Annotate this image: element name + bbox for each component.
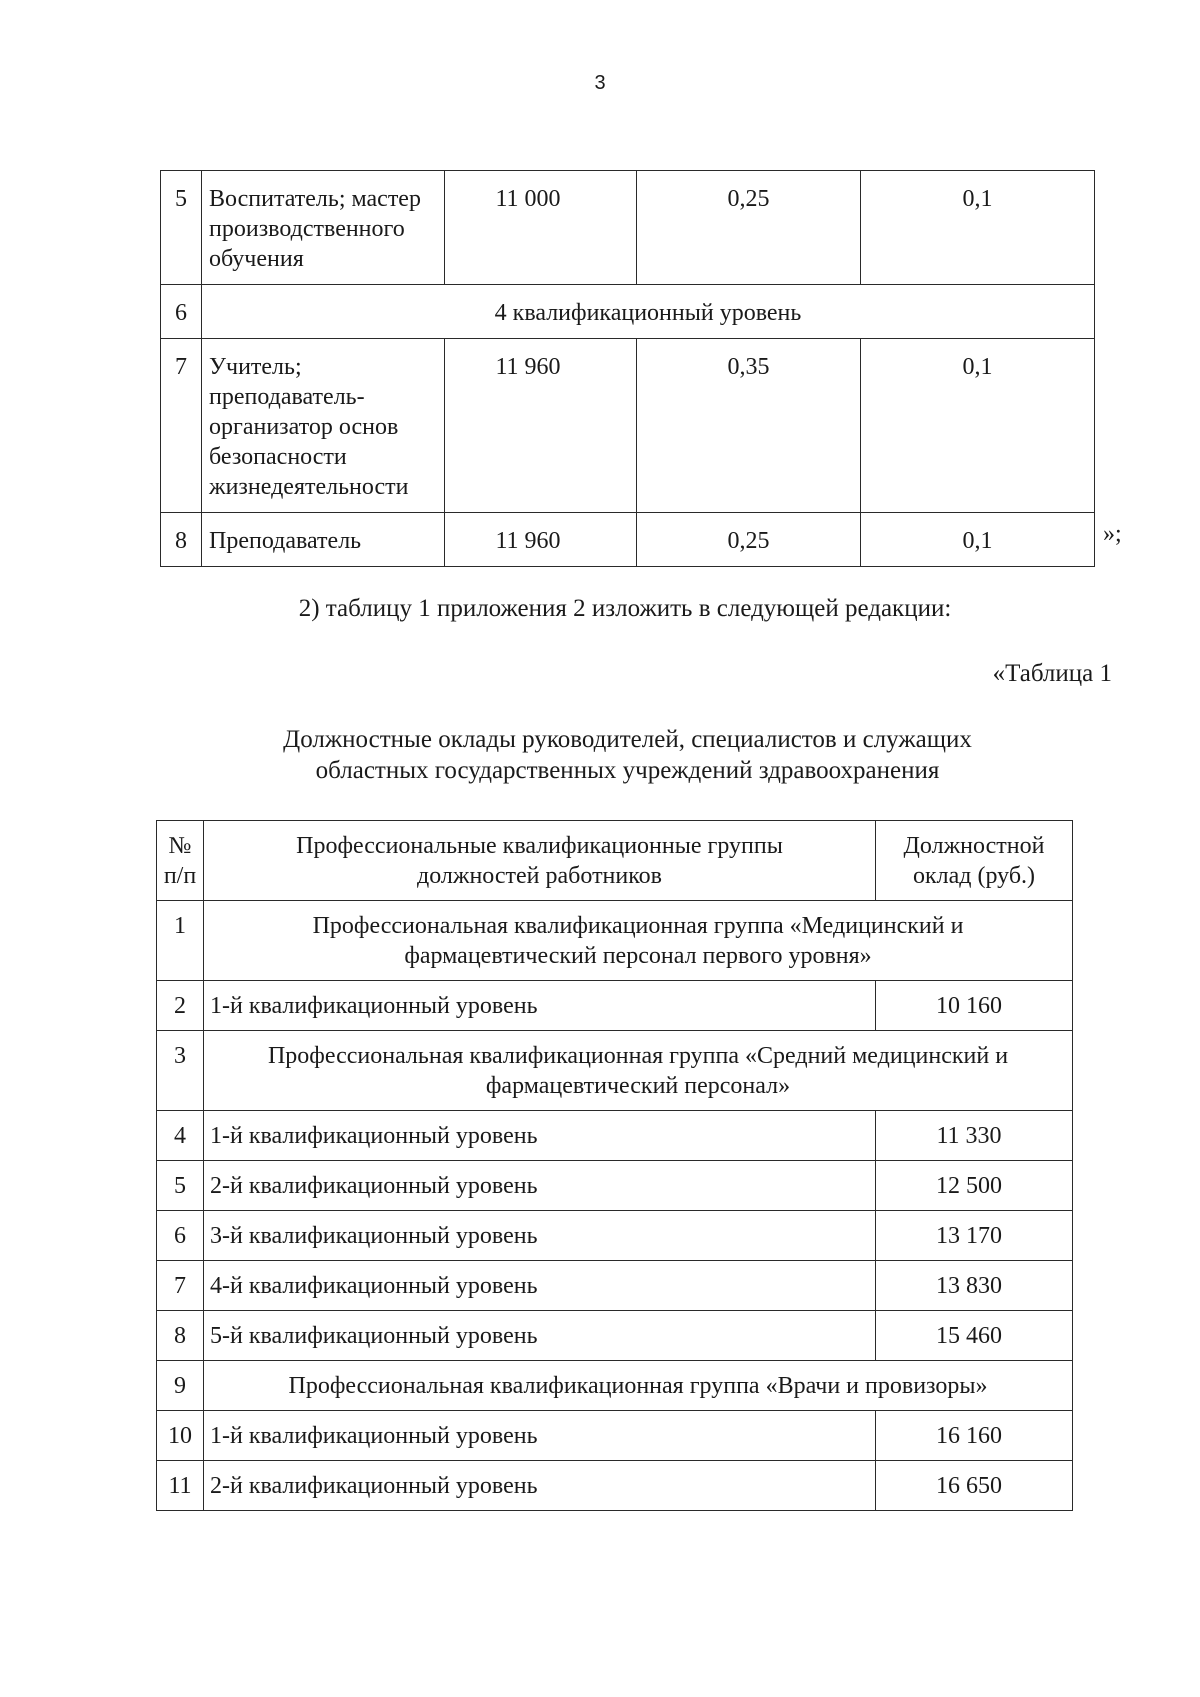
qualification-level: 2-й квалификационный уровень: [204, 1161, 876, 1211]
header-number-line-2: п/п: [163, 863, 197, 889]
header-groups-line-2: должностей работников: [416, 863, 663, 889]
row-number: 6: [161, 285, 202, 339]
row-number: 11: [157, 1461, 204, 1511]
table-row: [157, 1361, 1073, 1411]
coefficient-1: 0,35: [637, 339, 861, 513]
row-number: 3: [157, 1031, 204, 1111]
base-salary: 11 960: [445, 513, 637, 567]
coefficient-1: 0,25: [637, 513, 861, 567]
row-number: 2: [157, 981, 204, 1031]
qualification-level: 4 квалификационный уровень: [202, 285, 1095, 339]
group-line-2: фармацевтический персонал»: [485, 1073, 791, 1099]
coefficient-1: 0,25: [637, 171, 861, 285]
group-line-1: Профессиональная квалификационная группа «Медицинский и: [312, 913, 964, 939]
table-row: [157, 1161, 1073, 1211]
salary-value: 13 170: [876, 1211, 1073, 1261]
position-name: Преподаватель: [202, 513, 445, 567]
salary-value: 13 830: [876, 1261, 1073, 1311]
table-row: [161, 513, 1095, 567]
qualification-group: [204, 1361, 1073, 1411]
table-heading-line-2: областных государственных учреждений здравоохранения: [315, 757, 940, 784]
table-row: [157, 1111, 1073, 1161]
row-number: 10: [157, 1411, 204, 1461]
table-row: [157, 1031, 1073, 1111]
row-number: 1: [157, 901, 204, 981]
header-number-line-1: №: [168, 833, 192, 859]
group-line-2: фармацевтический персонал первого уровня»: [404, 943, 872, 969]
row-number: 4: [157, 1111, 204, 1161]
coefficient-2: 0,1: [861, 171, 1095, 285]
header-number: [157, 821, 204, 901]
qualification-level: 4-й квалификационный уровень: [204, 1261, 876, 1311]
table-row: [161, 171, 1095, 285]
table-row: [157, 1411, 1073, 1461]
salary-value: 10 160: [876, 981, 1073, 1031]
row-number: 8: [157, 1311, 204, 1361]
position-name: Учитель; преподаватель-организатор основ безопасности жизнедеятельности: [202, 339, 445, 513]
coefficient-2: 0,1: [861, 513, 1095, 567]
header-groups-line-1: Профессиональные квалификационные группы: [296, 833, 783, 859]
salary-value: 12 500: [876, 1161, 1073, 1211]
row-number: 9: [157, 1361, 204, 1411]
qualification-level: 3-й квалификационный уровень: [204, 1211, 876, 1261]
page-number: 3: [594, 72, 606, 94]
table-row: [157, 981, 1073, 1031]
header-salary: [876, 821, 1073, 901]
row-number: 7: [161, 339, 202, 513]
qualification-group: [204, 1031, 1073, 1111]
table-row: [157, 1211, 1073, 1261]
table-row: [161, 285, 1095, 339]
table-heading: [160, 724, 1095, 786]
table-row: [157, 901, 1073, 981]
qualification-level: 1-й квалификационный уровень: [204, 1411, 876, 1461]
qualification-level: 2-й квалификационный уровень: [204, 1461, 876, 1511]
qualification-level: 5-й квалификационный уровень: [204, 1311, 876, 1361]
row-number: 8: [161, 513, 202, 567]
qualification-group: [204, 901, 1073, 981]
base-salary: 11 960: [445, 339, 637, 513]
qualification-level: 1-й квалификационный уровень: [204, 1111, 876, 1161]
amendment-paragraph: 2) таблицу 1 приложения 2 изложить в следующей редакции:: [298, 595, 952, 622]
row-number: 5: [157, 1161, 204, 1211]
salary-value: 16 650: [876, 1461, 1073, 1511]
salary-value: 16 160: [876, 1411, 1073, 1461]
table-row: [157, 1311, 1073, 1361]
header-salary-line-2: оклад (руб.): [912, 863, 1036, 889]
table-label: «Таблица 1: [992, 660, 1112, 687]
qualification-level: 1-й квалификационный уровень: [204, 981, 876, 1031]
header-groups: [204, 821, 876, 901]
row-number: 6: [157, 1211, 204, 1261]
table-row: [157, 1461, 1073, 1511]
table-healthcare-salaries: [156, 820, 1073, 1511]
closing-quote: »;: [1103, 521, 1122, 547]
salary-value: 11 330: [876, 1111, 1073, 1161]
coefficient-2: 0,1: [861, 339, 1095, 513]
table-row: [157, 1261, 1073, 1311]
table-heading-line-1: Должностные оклады руководителей, специалистов и служащих: [283, 726, 972, 753]
position-name: Воспитатель; мастер производственного обучения: [202, 171, 445, 285]
table-row: [161, 339, 1095, 513]
table-header-row: [157, 821, 1073, 901]
salary-value: 15 460: [876, 1311, 1073, 1361]
base-salary: 11 000: [445, 171, 637, 285]
header-salary-line-1: Должностной: [903, 833, 1045, 859]
row-number: 5: [161, 171, 202, 285]
row-number: 7: [157, 1261, 204, 1311]
table-teachers-salaries: [160, 170, 1095, 567]
group-line-1: Профессиональная квалификационная группа «Врачи и провизоры»: [288, 1373, 988, 1399]
group-line-1: Профессиональная квалификационная группа «Средний медицинский и: [267, 1043, 1009, 1069]
